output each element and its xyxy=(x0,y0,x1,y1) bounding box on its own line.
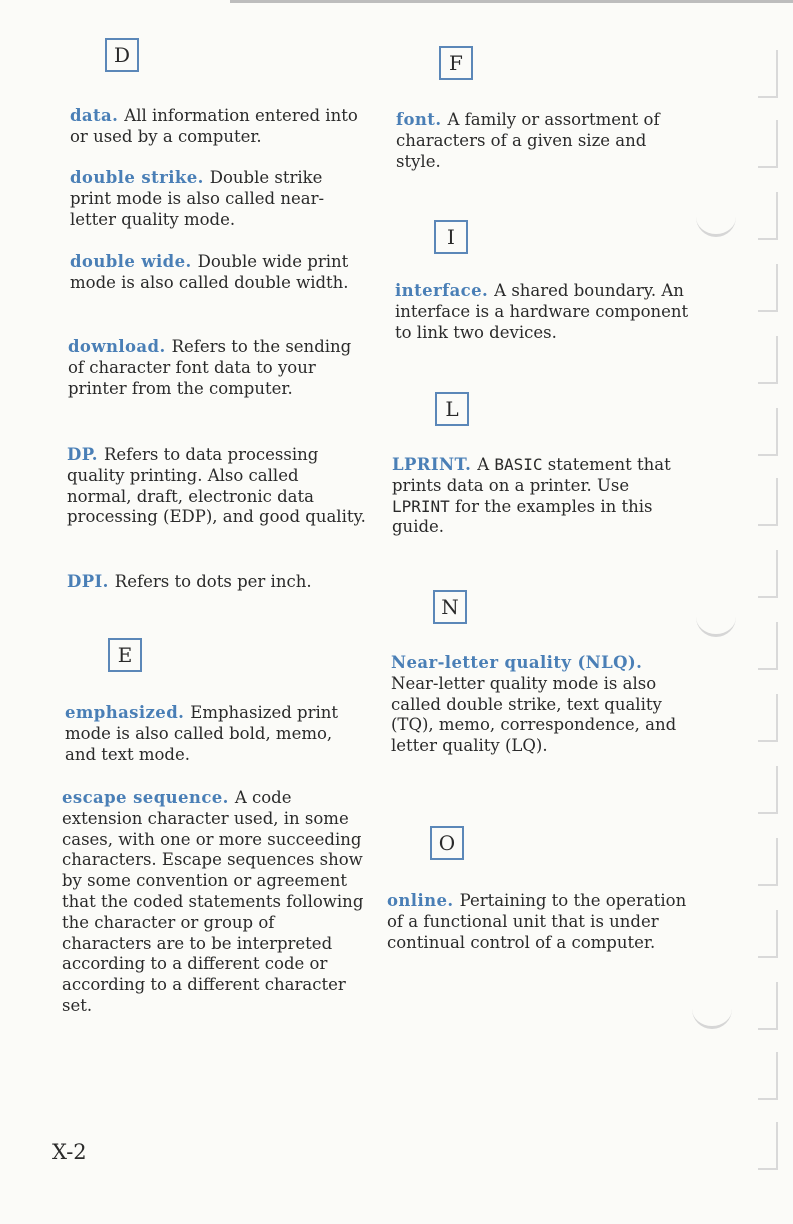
section-letter-o: O xyxy=(430,826,464,860)
binder-tab-guide xyxy=(758,982,778,1030)
page-number: X-2 xyxy=(52,1140,87,1164)
glossary-definition: Emphasized print mode is also called bold, memo, and text mode. xyxy=(65,703,339,764)
binder-tab-guide xyxy=(758,550,778,598)
glossary-term: font. xyxy=(396,110,442,129)
binder-tab-guide xyxy=(758,264,778,312)
section-letter-l: L xyxy=(435,392,469,426)
glossary-definition: Double strike print mode is also called near-letter quality mode. xyxy=(70,168,325,229)
glossary-term: download. xyxy=(68,337,166,356)
binder-tab-guide xyxy=(758,910,778,958)
glossary-term: interface. xyxy=(395,281,489,300)
binder-hole-notch xyxy=(692,1002,732,1029)
binder-tab-guide xyxy=(758,1052,778,1100)
glossary-entry-data xyxy=(70,106,370,148)
glossary-definition: Double wide print mode is also called double width. xyxy=(70,252,349,292)
glossary-entry-dpi xyxy=(67,572,367,593)
glossary-definition: Refers to dots per inch. xyxy=(114,572,312,591)
glossary-term: double wide. xyxy=(70,252,192,271)
glossary-definition: All information entered into or used by a computer. xyxy=(70,106,358,146)
glossary-definition: Refers to the sending of character font data to your printer from the computer. xyxy=(68,337,352,398)
section-letter-f: F xyxy=(439,46,473,80)
glossary-entry-escape-sequence xyxy=(62,788,364,1017)
binder-tab-guide xyxy=(758,192,778,240)
glossary-term: emphasized. xyxy=(65,703,185,722)
glossary-definition-part: for the examples in this guide. xyxy=(392,496,653,537)
glossary-entry-double-wide xyxy=(70,252,375,294)
binder-tab-guide xyxy=(758,408,778,456)
glossary-entry-double-strike xyxy=(70,168,365,230)
binder-tab-guide xyxy=(758,838,778,886)
binder-tab-guide xyxy=(758,1122,778,1170)
glossary-entry-lprint xyxy=(392,455,692,538)
binder-tab-guide xyxy=(758,50,778,98)
glossary-code-term: BASIC xyxy=(494,455,543,474)
section-letter-e: E xyxy=(108,638,142,672)
binder-tab-guide xyxy=(758,120,778,168)
glossary-definition: Near-letter quality mode is also called double strike, text quality (TQ), memo, correspondence, and letter quality (LQ). xyxy=(391,673,677,756)
binder-tab-guide xyxy=(758,766,778,814)
glossary-entry-emphasized xyxy=(65,703,355,765)
glossary-term: DPI. xyxy=(67,572,109,591)
glossary-term: online. xyxy=(387,891,454,910)
section-letter-i: I xyxy=(434,220,468,254)
binder-hole-notch xyxy=(696,610,736,637)
binder-tab-guide xyxy=(758,622,778,670)
glossary-code-term: LPRINT xyxy=(392,496,450,516)
glossary-definition: Refers to data processing quality printing. Also called normal, draft, electronic data processing (EDP), and good quality. xyxy=(67,445,366,527)
glossary-definition: A family or assortment of characters of a given size and style. xyxy=(396,110,660,171)
glossary-term: data. xyxy=(70,106,119,125)
glossary-definition-part: A xyxy=(477,455,495,474)
glossary-entry-download xyxy=(68,337,363,399)
glossary-entry-online xyxy=(387,891,687,953)
binder-hole-notch xyxy=(696,210,736,237)
binder-tab-guide xyxy=(758,478,778,526)
glossary-entry-near-letter-quality xyxy=(391,653,696,757)
glossary-definition-part: statement that prints data on a printer. Use xyxy=(392,455,671,495)
glossary-term: escape sequence. xyxy=(62,788,229,807)
top-rule xyxy=(230,0,793,3)
binder-tab-guide xyxy=(758,694,778,742)
glossary-definition: Pertaining to the operation of a functional unit that is under continual control of a computer. xyxy=(387,891,687,952)
glossary-definition: A code extension character used, in some cases, with one or more succeeding characters. Escape sequences show by some convention or agreement that the coded statements following the character or group of characters are to be interpreted according to a different code or according to a different character set. xyxy=(62,788,364,1015)
section-letter-n: N xyxy=(433,590,467,624)
section-letter-d: D xyxy=(105,38,139,72)
glossary-entry-font xyxy=(396,110,686,172)
glossary-term: DP. xyxy=(67,445,98,464)
glossary-term: Near-letter quality (NLQ). xyxy=(391,653,643,672)
glossary-term: double strike. xyxy=(70,168,204,187)
glossary-entry-interface xyxy=(395,281,700,343)
glossary-definition: A shared boundary. An interface is a hardware component to link two devices. xyxy=(395,281,689,342)
glossary-entry-dp xyxy=(67,445,367,528)
binder-tab-guide xyxy=(758,336,778,384)
glossary-term: LPRINT. xyxy=(392,455,472,474)
